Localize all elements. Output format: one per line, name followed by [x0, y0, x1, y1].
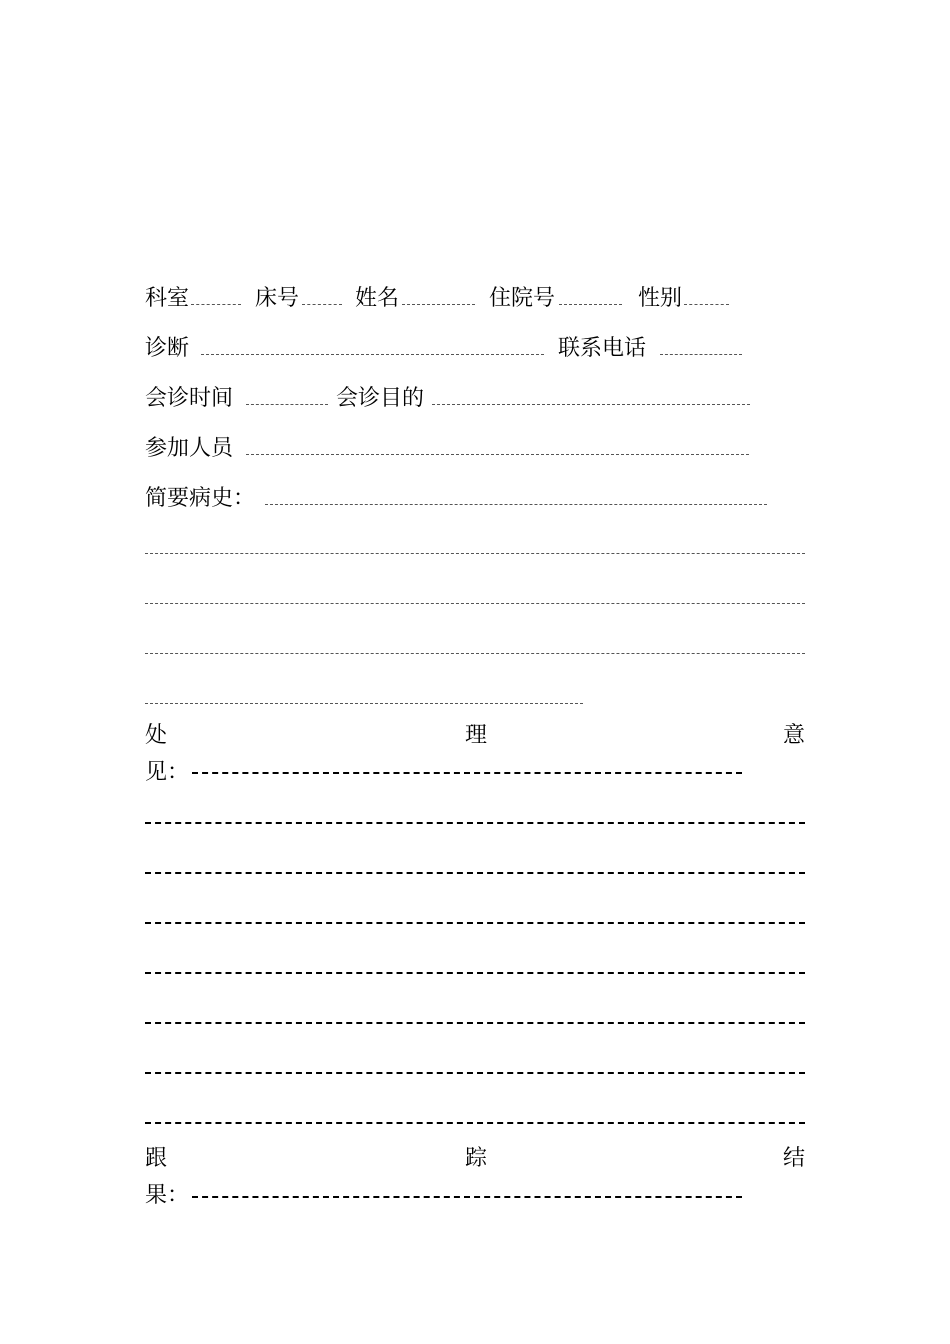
admission-no-label: 住院号	[489, 286, 556, 311]
dept-label: 科室	[145, 286, 190, 311]
opinion-line[interactable]	[145, 1072, 805, 1074]
bed-label: 床号	[255, 286, 300, 311]
consult-time-field[interactable]	[246, 404, 328, 405]
opinion-line[interactable]	[145, 872, 805, 874]
opinion-line[interactable]	[145, 1122, 805, 1124]
opinion-char-1: 处	[145, 723, 168, 748]
diagnosis-label: 诊断	[145, 336, 190, 361]
history-line[interactable]	[145, 703, 583, 704]
opinion-line[interactable]	[145, 822, 805, 824]
opinion-char-2: 理	[465, 723, 488, 748]
followup-char-3: 结	[783, 1146, 806, 1171]
opinion-line[interactable]	[145, 922, 805, 924]
admission-no-field[interactable]	[559, 304, 622, 305]
opinion-char-3: 意	[783, 723, 806, 748]
participants-label: 参加人员	[145, 436, 234, 461]
sex-label: 性别	[638, 286, 683, 311]
history-line[interactable]	[145, 603, 805, 604]
consult-purpose-field[interactable]	[432, 404, 750, 405]
bed-field[interactable]	[302, 304, 342, 305]
participants-field[interactable]	[246, 454, 749, 455]
dept-field[interactable]	[191, 304, 241, 305]
phone-field[interactable]	[660, 354, 742, 355]
history-field[interactable]	[265, 504, 767, 505]
consult-time-label: 会诊时间	[145, 386, 234, 411]
history-label: 简要病史：	[145, 486, 256, 511]
followup-char-1: 跟	[145, 1146, 168, 1171]
followup-char-2: 踪	[465, 1146, 488, 1171]
name-label: 姓名	[355, 286, 400, 311]
followup-field[interactable]	[192, 1196, 742, 1198]
history-line[interactable]	[145, 553, 805, 554]
sex-field[interactable]	[684, 304, 729, 305]
phone-label: 联系电话	[558, 336, 647, 361]
diagnosis-field[interactable]	[201, 354, 544, 355]
opinion-field[interactable]	[192, 772, 742, 774]
name-field[interactable]	[402, 304, 475, 305]
history-line[interactable]	[145, 653, 805, 654]
opinion-line[interactable]	[145, 1022, 805, 1024]
consult-purpose-label: 会诊目的	[336, 386, 425, 411]
opinion-char-4: 见：	[145, 760, 190, 785]
followup-char-4: 果：	[145, 1183, 190, 1208]
opinion-line[interactable]	[145, 972, 805, 974]
